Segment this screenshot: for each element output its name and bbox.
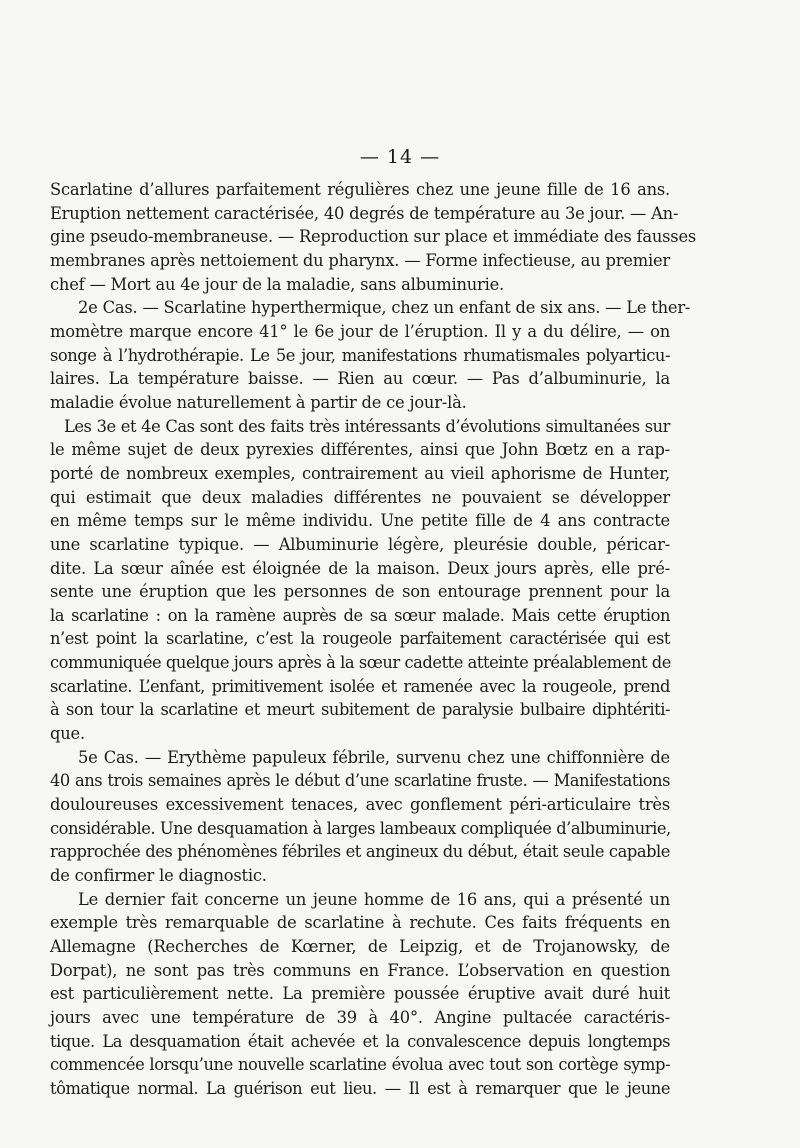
text-line: momètre marque encore 41° le 6e jour de l’éruption. Il y a du délire, — on	[50, 321, 670, 341]
text-line: qui estimait que deux maladies différentes ne pouvaient se développer	[50, 487, 670, 507]
text-line: le même sujet de deux pyrexies différentes, ainsi que John Bœtz en a rap-	[50, 440, 670, 460]
text-line: une scarlatine typique. — Albuminurie légère, pleurésie double, péricar-	[50, 534, 670, 554]
text-line: la scarlatine : on la ramène auprès de sa sœur malade. Mais cette éruption	[50, 605, 670, 625]
text-line: porté de nombreux exemples, contrairement au vieil aphorisme de Hunter,	[50, 463, 670, 483]
text-line: communiquée quelque jours après à la sœur cadette atteinte préalablement de	[50, 653, 671, 673]
text-line: tique. La desquamation était achevée et la convalescence depuis longtemps	[50, 1031, 670, 1051]
text-line: scarlatine. L’enfant, primitivement isolée et ramenée avec la rougeole, prend	[50, 676, 670, 696]
text-line: membranes après nettoiement du pharynx. — Forme infectieuse, au premier	[50, 250, 670, 270]
text-line: à son tour la scarlatine et meurt subitement de paralysie bulbaire diphtériti-	[50, 700, 670, 720]
text-line: Eruption nettement caractérisée, 40 degrés de température au 3e jour. — An-	[50, 203, 679, 223]
text-line: douloureuses excessivement tenaces, avec gonflement péri-articulaire très	[50, 795, 670, 815]
text-line: Allemagne (Recherches de Kœrner, de Leipzig, et de Trojanowsky, de	[50, 937, 670, 956]
text-line: que.	[50, 724, 85, 744]
text-line: gine pseudo-membraneuse. — Reproduction sur place et immédiate des fausses	[50, 227, 697, 247]
text-line: tômatique normal. La guérison eut lieu. — Il est à remarquer que le jeune	[50, 1078, 670, 1098]
text-line: laires. La température baisse. — Rien au cœur. — Pas d’albuminurie, la	[50, 369, 670, 389]
text-line: 5e Cas. — Erythème papuleux fébrile, survenu chez une chiffonnière de	[78, 747, 670, 767]
text-line: Le dernier fait concerne un jeune homme de 16 ans, qui a présenté un	[78, 889, 670, 909]
text-line: de confirmer le diagnostic.	[50, 866, 267, 886]
body-text	[50, 178, 697, 1101]
text-line: Dorpat), ne sont pas très communs en France. L’observation en question	[50, 960, 670, 980]
text-line: dite. La sœur aînée est éloignée de la maison. Deux jours après, elle pré-	[50, 558, 670, 578]
text-line: rapprochée des phénomènes fébriles et angineux du début, était seule capable	[50, 842, 670, 862]
text-line: n’est point la scarlatine, c’est la rougeole parfaitement caractérisée qui est	[50, 629, 670, 649]
text-line: songe à l’hydrothérapie. Le 5e jour, manifestations rhumatismales polyarticu-	[50, 345, 670, 365]
text-line: sente une éruption que les personnes de son entourage prennent pour la	[50, 582, 670, 602]
text-line: en même temps sur le même individu. Une petite fille de 4 ans contracte	[50, 511, 670, 531]
text-line: considérable. Une desquamation à larges lambeaux compliquée d’albuminurie,	[50, 818, 671, 838]
text-line: maladie évolue naturellement à partir de ce jour-là.	[50, 392, 467, 412]
text-line: 40 ans trois semaines après le début d’une scarlatine fruste. — Manifestations	[50, 771, 670, 791]
text-line: Les 3e et 4e Cas sont des faits très intéressants d’évolutions simultanées sur	[64, 416, 670, 436]
text-line: Scarlatine d’allures parfaitement régulières chez une jeune fille de 16 ans.	[50, 180, 670, 199]
text-line: chef — Mort au 4e jour de la maladie, sans albuminurie.	[50, 274, 505, 294]
text-line: est particulièrement nette. La première poussée éruptive avait duré huit	[50, 984, 670, 1004]
page-number: — 14 —	[359, 146, 441, 168]
text-line: 2e Cas. — Scarlatine hyperthermique, chez un enfant de six ans. — Le ther-	[78, 298, 691, 318]
text-line: commencée lorsqu’une nouvelle scarlatine évolua avec tout son cortège symp-	[50, 1055, 670, 1075]
text-line: exemple très remarquable de scarlatine à rechute. Ces faits fréquents en	[50, 913, 670, 933]
text-line: jours avec une température de 39 à 40°. Angine pultacée caractéris-	[50, 1007, 670, 1027]
